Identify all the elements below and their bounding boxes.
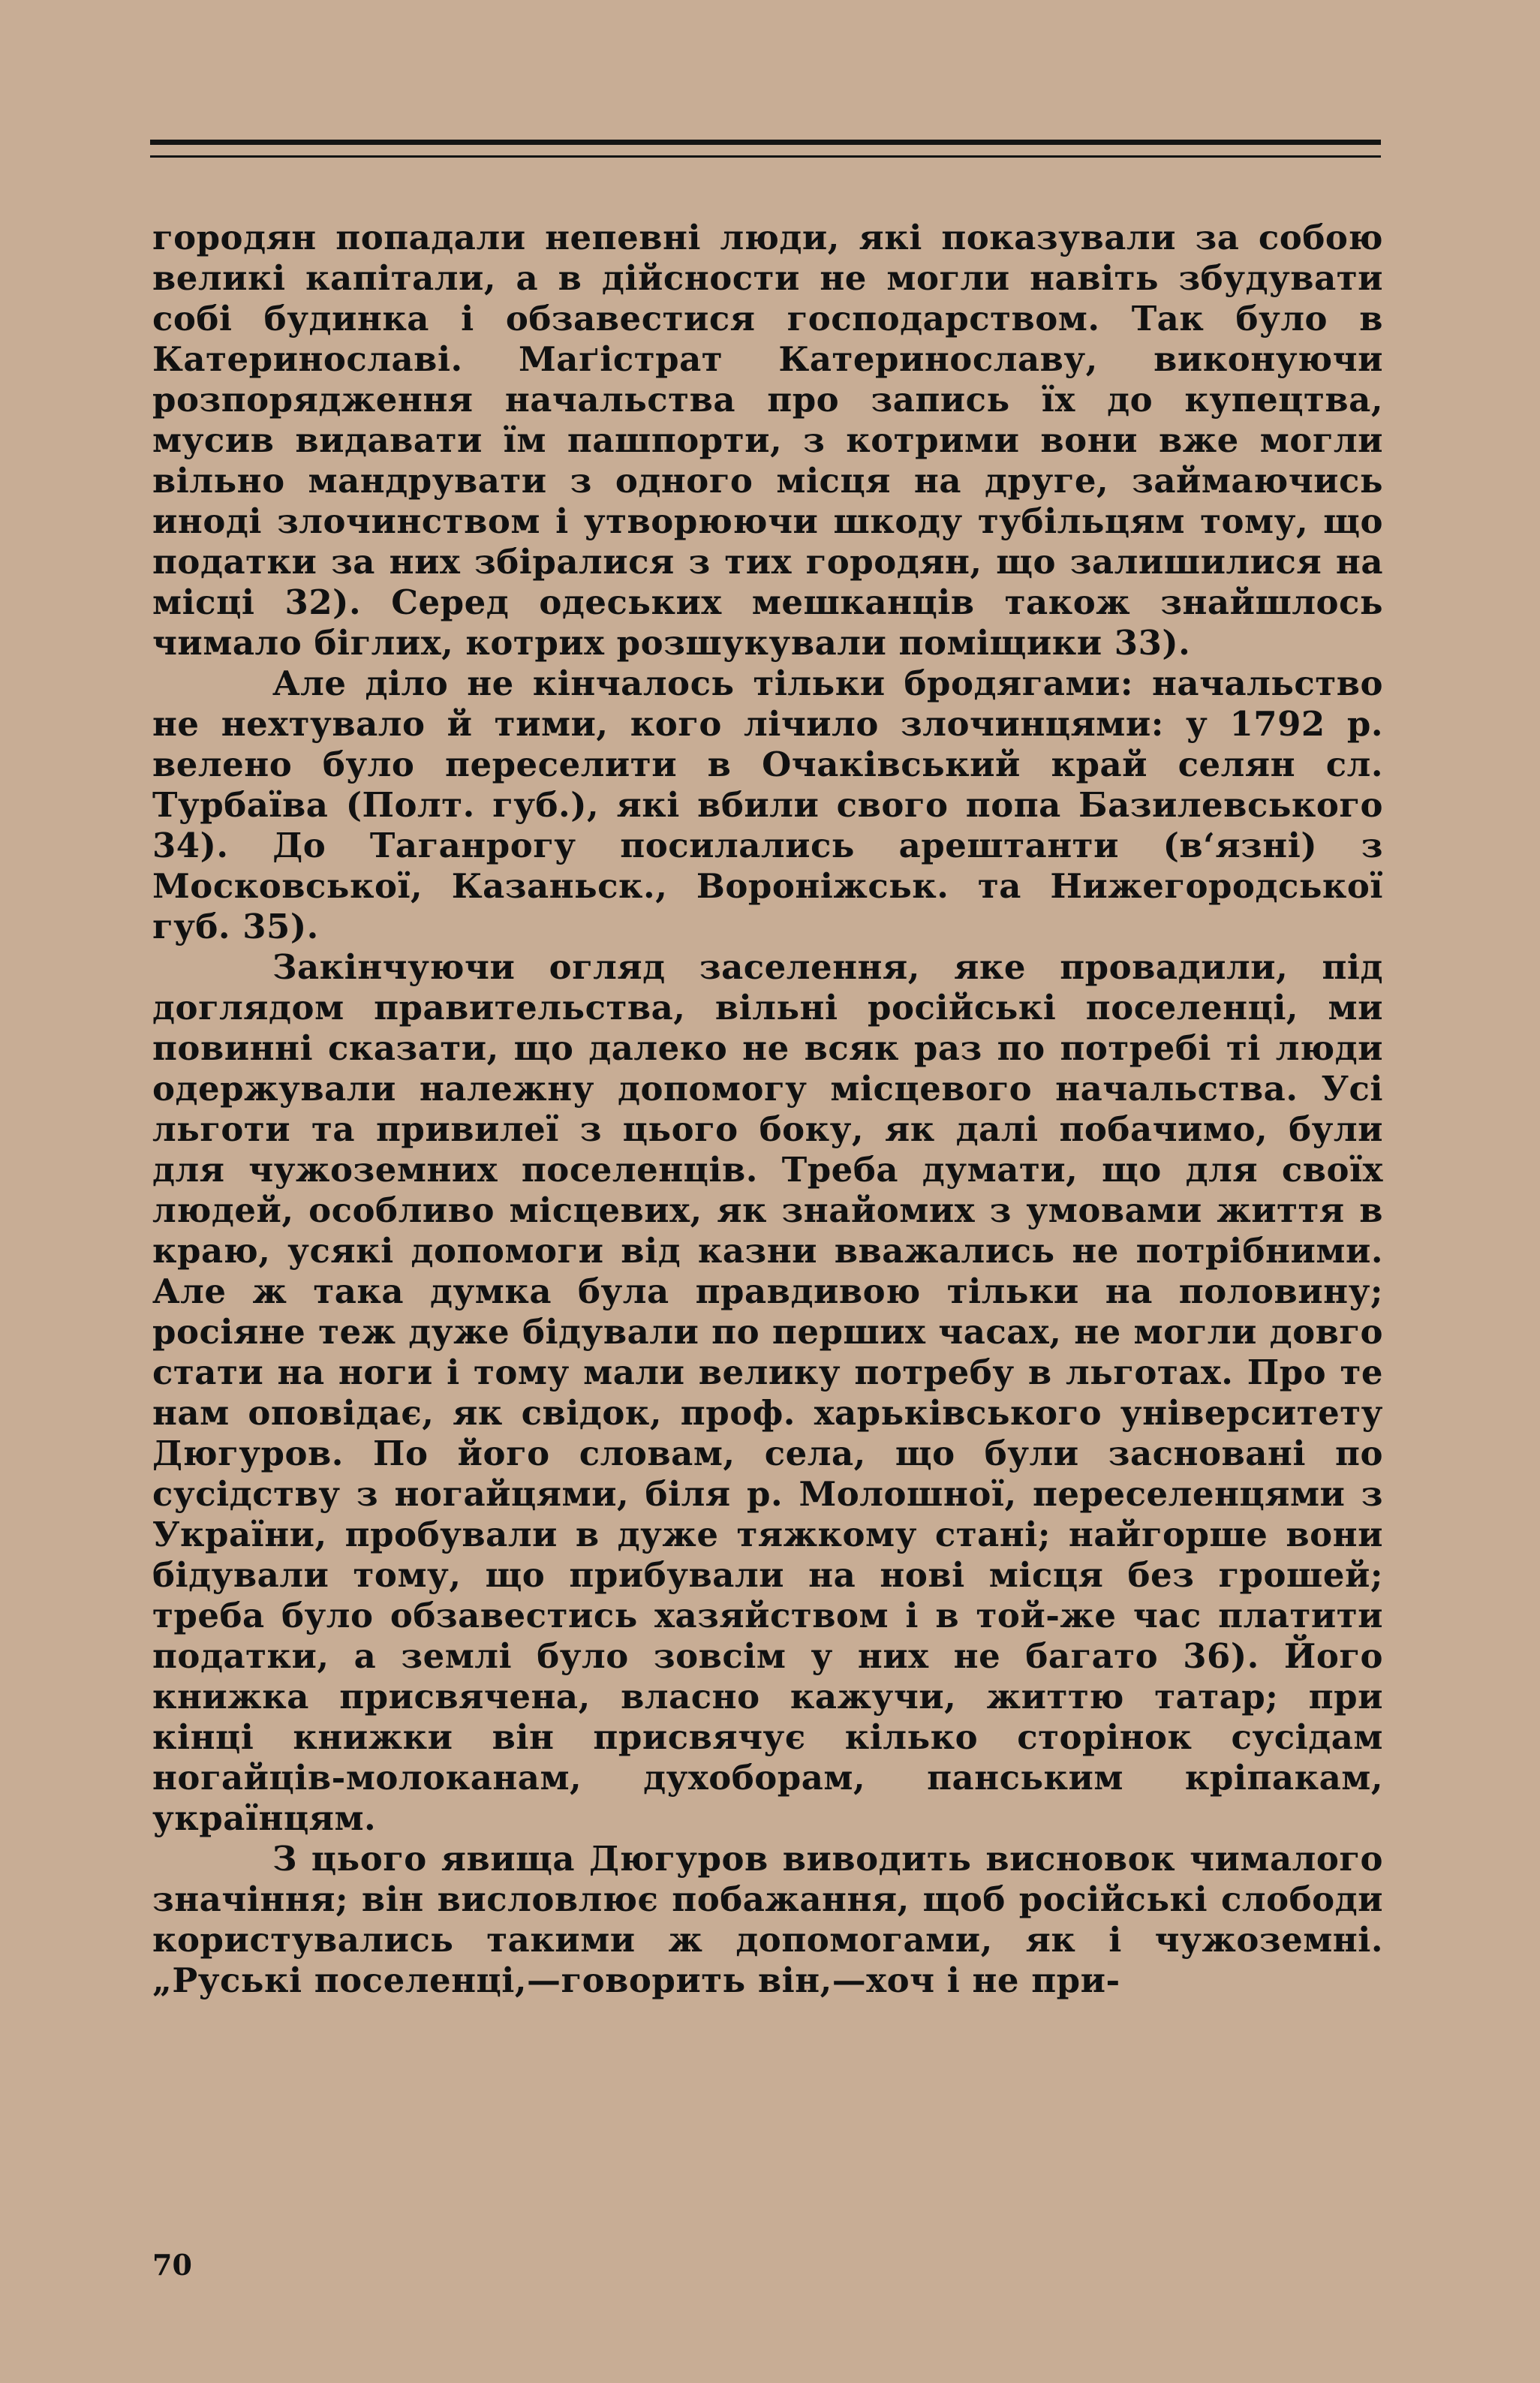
header-rule-thin bbox=[150, 155, 1381, 158]
page-number: 70 bbox=[152, 2248, 192, 2282]
page-body bbox=[152, 218, 1383, 2001]
header-rule-thick bbox=[150, 140, 1381, 145]
paragraph-2: Але діло не кінчалось тільки бродягами: начальство не нехтувало й тими, кого лічило злочинцями: у 1792 р. велено було переселити в Очаківський край селян сл. Турбаїва (Полт. губ.), які вбили свого попа Базилевського 34). До Таганрогу посилались арештанти (в‘язні) з Московської, Казаньск., Вороніжськ. та Нижегородської губ. 35). bbox=[152, 663, 1383, 946]
paragraph-3: Закінчуючи огляд заселення, яке провадили, під доглядом правительства, вільні російські поселенці, ми повинні сказати, що далеко не всяк раз по потребі ті люди одержували належну допомогу місцевого начальства. Усі льготи та привилеї з цього боку, як далі побачимо, були для чужоземних поселенців. Треба думати, що для своїх людей, особливо місцевих, як знайомих з умовами життя в краю, усякі допомоги від казни вважались не потрібними. Але ж така думка була правдивою тільки на половину; росіяне теж дуже бідували по перших часах, не могли довго стати на ноги і тому мали велику потребу в льготах. Про те нам оповідає, як свідок, проф. харьківського університету Дюгуров. По його словам, села, що були засновані по сусідству з ногайцями, біля р. Молошної, переселенцями з України, пробували в дуже тяжкому стані; найгорше вони бідували тому, що прибували на нові місця без грошей; треба було обзавестись хазяйством і в той-же час платити податки, а землі було зовсім у них не багато 36). Його книжка присвячена, власно кажучи, життю татар; при кінці книжки він присвячує кілько сторінок сусідам ногайців-молоканам, духоборам, панським кріпакам, українцям. bbox=[152, 947, 1383, 1838]
paragraph-1: городян попадали непевні люди, які показували за собою великі капітали, а в дійсности не могли навіть збудувати собі будинка і обзавестися господарством. Так було в Катеринославі. Маґістрат Катеринославу, виконуючи розпорядження начальства про запись їх до купецтва, мусив видавати їм пашпорти, з котрими вони вже могли вільно мандрувати з одного місця на друге, займаючись иноді злочинством і утворюючи шкоду тубільцям тому, що податки за них збіралися з тих городян, що залишилися на місці 32). Серед одеських мешканців також знайшлось чимало біглих, котрих розшукували поміщики 33). bbox=[152, 218, 1383, 663]
paragraph-4: З цього явища Дюгуров виводить висновок чималого значіння; він висловлює побажання, щоб російські слободи користувались такими ж допомогами, як і чужоземні. „Руські поселенці,—говорить він,—хоч і не при- bbox=[152, 1839, 1383, 2000]
